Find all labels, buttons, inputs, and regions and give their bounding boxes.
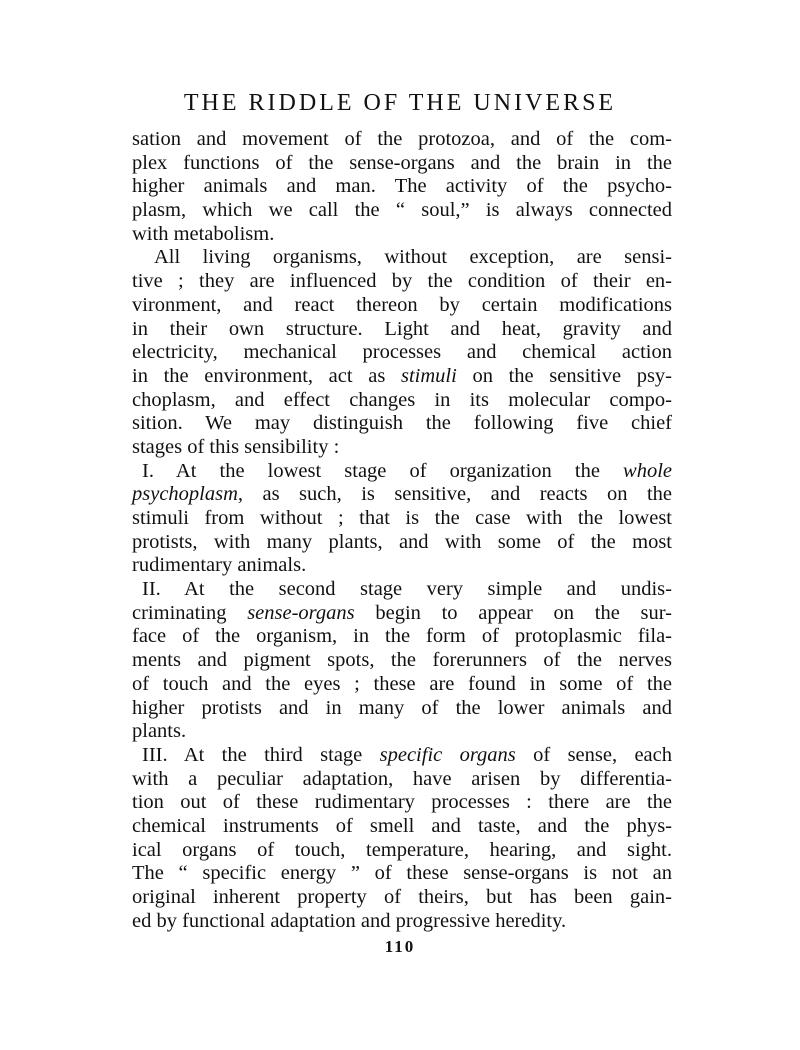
- text-line: of touch and the eyes ; these are found in some of the: [132, 672, 672, 695]
- text-line: [132, 602, 672, 626]
- text-run: as such, is sensitive, and reacts on the: [243, 483, 672, 506]
- running-head: THE RIDDLE OF THE UNIVERSE: [183, 90, 617, 116]
- text-line: stimuli from without ; that is the case with the lowest: [132, 507, 672, 529]
- text-run: criminating: [132, 601, 248, 624]
- italic-text: specific organs: [379, 743, 516, 766]
- page-number: 110: [384, 937, 416, 956]
- text-line: plasm, which we call the “ soul,” is always connected: [132, 199, 672, 222]
- text-run: begin to appear on the sur-: [354, 601, 672, 624]
- text-line: ed by functional adaptation and progressive heredity.: [132, 909, 567, 932]
- text-line: chemical instruments of smell and taste, and the phys-: [132, 814, 672, 837]
- text-line: rudimentary animals.: [132, 554, 307, 577]
- text-line: electricity, mechanical processes and chemical action: [132, 341, 672, 364]
- italic-text: psychoplasm,: [132, 483, 244, 506]
- text-line: sation and movement of the protozoa, and of the com-: [132, 128, 672, 150]
- text-line: stages of this sensibility :: [132, 435, 340, 458]
- text-line: plex functions of the sense-organs and the brain in the: [132, 151, 672, 174]
- text-line: protists, with many plants, and with some of the most: [132, 530, 672, 553]
- text-line: in their own structure. Light and heat, gravity and: [132, 317, 672, 340]
- text-line: ments and pigment spots, the forerunners of the nerves: [132, 649, 672, 672]
- italic-text: stimuli: [400, 364, 457, 387]
- text-line: choplasm, and effect changes in its molecular compo-: [132, 388, 672, 411]
- text-run: III. At the third stage: [142, 743, 380, 766]
- text-line: plants.: [132, 720, 187, 743]
- text-run: of sense, each: [515, 743, 673, 766]
- text-line: [132, 483, 672, 507]
- text-line: higher animals and man. The activity of the psycho-: [132, 175, 672, 198]
- text-line: higher protists and in many of the lower animals and: [132, 696, 672, 719]
- text-line: face of the organism, in the form of protoplasmic fila-: [132, 625, 672, 648]
- text-line: tive ; they are influenced by the condition of their en-: [132, 270, 672, 293]
- body-text: [132, 128, 672, 933]
- text-line: [132, 365, 672, 389]
- text-line: [132, 460, 672, 484]
- text-line: original inherent property of theirs, but has been gain-: [132, 886, 672, 908]
- text-run: in the environment, act as: [132, 364, 401, 387]
- text-line: sition. We may distinguish the following five chief: [132, 412, 672, 435]
- text-line: The “ specific energy ” of these sense-organs is not an: [132, 862, 672, 885]
- text-line: with metabolism.: [132, 222, 275, 245]
- italic-text: sense-organs: [247, 601, 355, 624]
- text-line: II. At the second stage very simple and undis-: [142, 578, 672, 601]
- text-line: [132, 744, 672, 768]
- text-run: I. At the lowest stage of organization the: [142, 459, 624, 482]
- text-line: tion out of these rudimentary processes : there are the: [132, 791, 672, 814]
- text-run: on the sensitive psy-: [456, 364, 672, 387]
- italic-text: whole: [623, 459, 672, 482]
- text-line: All living organisms, without exception, are sensi-: [154, 246, 672, 269]
- text-line: vironment, and react thereon by certain modifications: [132, 293, 672, 316]
- text-line: with a peculiar adaptation, have arisen by differentia-: [132, 767, 672, 790]
- text-line: ical organs of touch, temperature, hearing, and sight.: [132, 838, 672, 861]
